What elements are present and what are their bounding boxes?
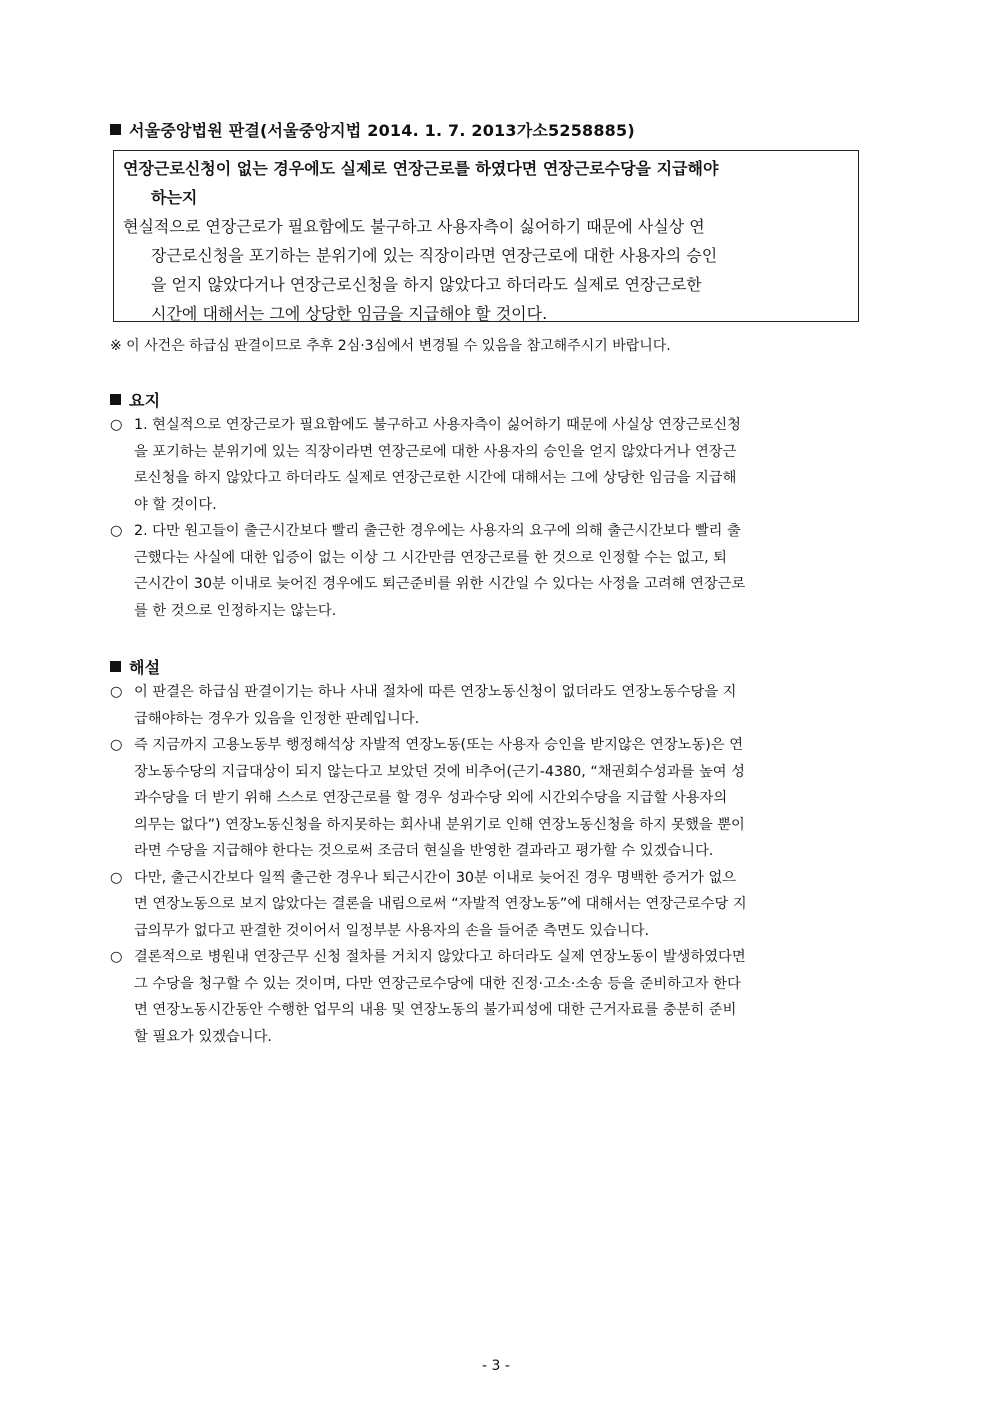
list-item-line: 이 판결은 하급심 판결이기는 하나 사내 절차에 따른 연장노동신청이 없더라도 연장노동수당을 지 [134, 684, 737, 700]
page-number: - 3 - [482, 1358, 510, 1374]
summary-list [110, 412, 886, 624]
summary-heading [110, 388, 160, 411]
box-answer-line: 을 얻지 않았다거나 연장근로신청을 하지 않았다고 하더라도 실제로 연장근로한 [151, 275, 702, 294]
list-item-line: 그 수당을 청구할 수 있는 것이며, 다만 연장근로수당에 대한 진정·고소·소송 등을 준비하고자 한다 [134, 975, 741, 992]
circle-bullet-icon: ○ [110, 684, 123, 700]
box-answer-line: 장근로신청을 포기하는 분위기에 있는 직장이라면 연장근로에 대한 사용자의 승인 [151, 246, 718, 265]
list-item-line: 면 연장노동으로 보지 않았다는 결론을 내림으로써 “자발적 연장노동”에 대해서는 연장근로수당 지 [134, 896, 747, 912]
circle-bullet-icon: ○ [110, 417, 123, 433]
list-item [110, 518, 886, 624]
list-item-line: 할 필요가 있겠습니다. [134, 1028, 272, 1045]
square-bullet-icon [110, 394, 121, 405]
summary-box [113, 150, 859, 322]
list-item-line: 1. 현실적으로 연장근로가 필요함에도 불구하고 사용자측이 싫어하기 때문에 사실상 연장근로신청 [134, 417, 741, 433]
summary-heading-text: 요지 [129, 391, 161, 410]
box-question [123, 154, 850, 212]
list-item-line: 즉 지금까지 고용노동부 행정해석상 자발적 연장노동(또는 사용자 승인을 받지않은 연장노동)은 연 [134, 737, 744, 753]
box-answer-line: 현실적으로 연장근로가 필요함에도 불구하고 사용자측이 싫어하기 때문에 사실상 연 [123, 217, 705, 236]
box-question-line: 연장근로신청이 없는 경우에도 실제로 연장근로를 하였다면 연장근로수당을 지급해야 [123, 159, 719, 178]
commentary-heading-text: 해설 [129, 658, 161, 677]
list-item-line: 다만, 출근시간보다 일찍 출근한 경우나 퇴근시간이 30분 이내로 늦어진 경우 명백한 증거가 없으 [134, 869, 737, 886]
list-item-line: 라면 수당을 지급해야 한다는 것으로써 조금더 현실을 반영한 결과라고 평가할 수 있겠습니다. [134, 843, 714, 859]
square-bullet-icon [110, 661, 121, 672]
commentary-list [110, 679, 886, 1050]
list-item-line: 를 한 것으로 인정하지는 않는다. [134, 602, 337, 619]
list-item-line: 야 할 것이다. [134, 496, 217, 513]
list-item [110, 865, 886, 945]
circle-bullet-icon: ○ [110, 737, 123, 753]
list-item-line: 의무는 없다”) 연장노동신청을 하지못하는 회사내 분위기로 인해 연장노동신청을 하지 못했을 뿐이 [134, 816, 745, 833]
case-header [110, 118, 635, 141]
case-header-text: 서울중앙법원 판결(서울중앙지법 2014. 1. 7. 2013가소5258885) [129, 121, 635, 140]
list-item [110, 679, 886, 732]
list-item-line: 장노동수당의 지급대상이 되지 않는다고 보았던 것에 비추어(근기-4380, “채권회수성과를 높여 성 [134, 763, 745, 780]
circle-bullet-icon: ○ [110, 869, 123, 886]
note-text: ※ 이 사건은 하급심 판결이므로 추후 2심·3심에서 변경될 수 있음을 참고해주시기 바랍니다. [110, 338, 671, 354]
commentary-heading [110, 655, 160, 678]
list-item [110, 944, 886, 1050]
list-item-line: 근시간이 30분 이내로 늦어진 경우에도 퇴근준비를 위한 시간일 수 있다는 사정을 고려해 연장근로 [134, 576, 746, 592]
list-item [110, 412, 886, 518]
box-answer-line: 시간에 대해서는 그에 상당한 임금을 지급해야 할 것이다. [151, 304, 548, 323]
list-item-line: 급의무가 없다고 판결한 것이어서 일정부분 사용자의 손을 들어준 측면도 있습니다. [134, 922, 650, 939]
box-question-line: 하는지 [151, 188, 198, 207]
list-item-line: 결론적으로 병원내 연장근무 신청 절차를 거치지 않았다고 하더라도 실제 연장노동이 발생하였다면 [134, 949, 746, 965]
box-answer [123, 212, 850, 328]
list-item-line: 급해야하는 경우가 있음을 인정한 판례입니다. [134, 710, 420, 727]
circle-bullet-icon: ○ [110, 949, 123, 965]
list-item-line: 2. 다만 원고들이 출근시간보다 빨리 출근한 경우에는 사용자의 요구에 의해 출근시간보다 빨리 출 [134, 523, 741, 539]
list-item [110, 732, 886, 865]
list-item-line: 로신청을 하지 않았다고 하더라도 실제로 연장근로한 시간에 대해서는 그에 상당한 임금을 지급해 [134, 470, 737, 486]
list-item-line: 을 포기하는 분위기에 있는 직장이라면 연장근로에 대한 사용자의 승인을 얻지 않았다거나 연장근 [134, 443, 737, 460]
list-item-line: 과수당을 더 받기 위해 스스로 연장근로를 할 경우 성과수당 외에 시간외수당을 지급할 사용자의 [134, 790, 728, 806]
square-bullet-icon [110, 124, 121, 135]
list-item-line: 근했다는 사실에 대한 입증이 없는 이상 그 시간만큼 연장근로를 한 것으로 인정할 수는 없고, 퇴 [134, 549, 727, 566]
circle-bullet-icon: ○ [110, 523, 123, 539]
list-item-line: 면 연장노동시간동안 수행한 업무의 내용 및 연장노동의 불가피성에 대한 근거자료를 충분히 준비 [134, 1002, 737, 1018]
